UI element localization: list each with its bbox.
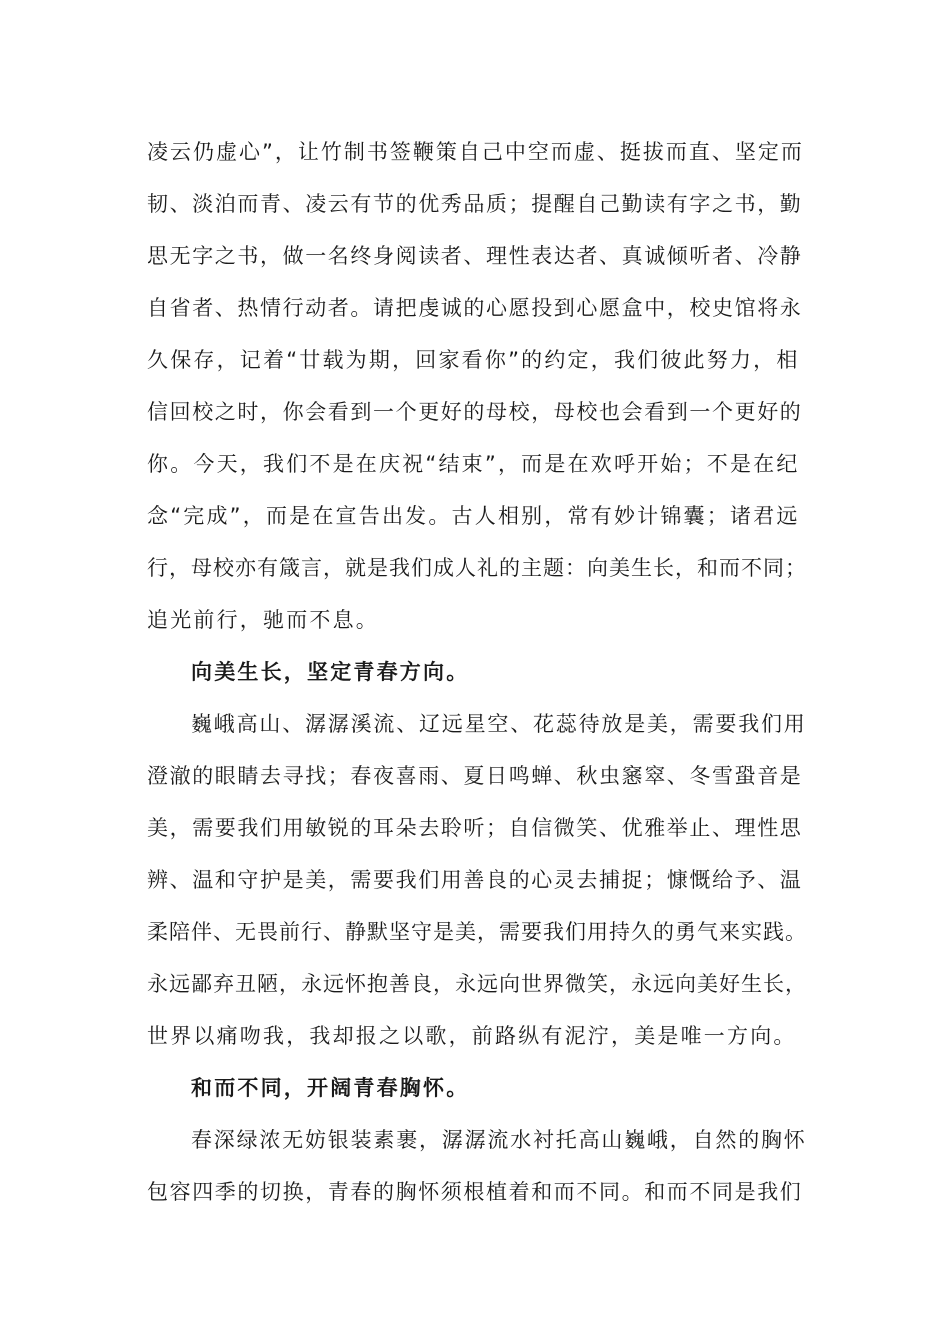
text-line: 追光前行，驰而不息。 — [147, 608, 379, 632]
text-line: 行，母校亦有箴言，就是我们成人礼的主题：向美生长，和而不同； — [147, 556, 807, 580]
text-line: 永远鄙弃丑陋，永远怀抱善良，永远向世界微笑，永远向美好生长， — [147, 972, 807, 996]
section-heading-2: 和而不同，开阔青春胸怀。 — [191, 1076, 470, 1100]
text-line: 念“完成”，而是在宣告出发。古人相别，常有妙计锦囊；诸君远 — [147, 504, 800, 528]
text-line: 思无字之书，做一名终身阅读者、理性表达者、真诚倾听者、冷静 — [147, 244, 803, 268]
text-line: 澄澈的眼睛去寻找；春夜喜雨、夏日鸣蝉、秋虫窸窣、冬雪蛩音是 — [147, 764, 803, 788]
section-heading-1: 向美生长，坚定青春方向。 — [191, 660, 470, 684]
paragraph-continuation — [147, 126, 807, 646]
text-line: 凌云仍虚心”，让竹制书签鞭策自己中空而虚、挺拔而直、坚定而 — [147, 140, 804, 164]
text-line: 包容四季的切换，青春的胸怀须根植着和而不同。和而不同是我们 — [147, 1180, 803, 1204]
paragraph-harmony — [147, 1114, 807, 1218]
text-line: 你。今天，我们不是在庆祝“结束”，而是在欢呼开始；不是在纪 — [147, 452, 800, 476]
document-body — [147, 126, 807, 1218]
text-line: 辨、温和守护是美，需要我们用善良的心灵去捕捉；慷慨给予、温 — [147, 868, 803, 892]
text-line: 信回校之时，你会看到一个更好的母校，母校也会看到一个更好的 — [147, 400, 803, 424]
paragraph-beauty — [147, 698, 807, 1062]
text-line: 巍峨高山、潺潺溪流、辽远星空、花蕊待放是美，需要我们用 — [191, 712, 807, 736]
text-line: 自省者、热情行动者。请把虔诚的心愿投到心愿盒中，校史馆将永 — [147, 296, 803, 320]
text-line: 久保存，记着“廿载为期，回家看你”的约定，我们彼此努力，相 — [147, 348, 800, 372]
text-line: 韧、淡泊而青、凌云有节的优秀品质；提醒自己勤读有字之书，勤 — [147, 192, 803, 216]
text-line: 春深绿浓无妨银装素裹，潺潺流水衬托高山巍峨，自然的胸怀 — [191, 1128, 807, 1152]
text-line: 柔陪伴、无畏前行、静默坚守是美，需要我们用持久的勇气来实践。 — [147, 920, 807, 944]
text-line: 美，需要我们用敏锐的耳朵去聆听；自信微笑、优雅举止、理性思 — [147, 816, 803, 840]
text-line: 世界以痛吻我，我却报之以歌，前路纵有泥泞，美是唯一方向。 — [147, 1024, 797, 1048]
